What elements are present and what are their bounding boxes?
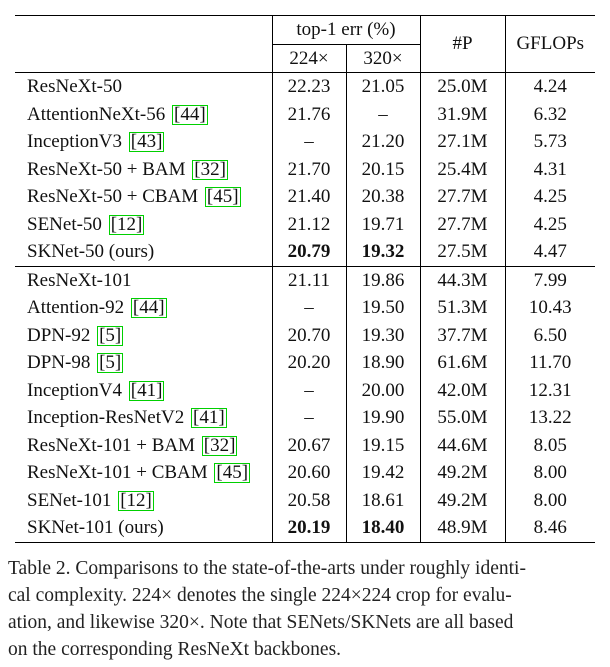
model-name: ResNeXt-50: [27, 76, 122, 97]
table-caption: [8, 555, 602, 663]
header-224: 224×: [272, 44, 346, 73]
params-cell: 55.0M: [420, 404, 505, 432]
gflops-cell: 4.25: [533, 213, 567, 235]
table-row: [15, 459, 595, 487]
model-name: Attention-92: [27, 297, 125, 318]
table-row: [15, 377, 595, 405]
table-row: [15, 404, 595, 432]
gflops-cell: 11.70: [529, 352, 572, 373]
err-224-cell: –: [272, 294, 346, 322]
gflops-cell: 10.43: [528, 297, 572, 318]
model-name-cell: [15, 322, 272, 350]
citation-number: 32: [210, 434, 230, 456]
model-name: InceptionV3: [27, 131, 122, 152]
err-224-cell: 21.40: [272, 183, 346, 211]
err-320-cell: 19.71: [346, 211, 420, 239]
err-224-cell: –: [272, 377, 346, 405]
params-cell: 61.6M: [420, 349, 505, 377]
model-name-cell: [15, 294, 272, 322]
header-model-cell: [15, 16, 272, 73]
params-cell: 49.2M: [420, 459, 505, 487]
err-320-cell: 18.40: [346, 514, 420, 542]
model-name-cell: [15, 156, 272, 184]
header-top1-err: top-1 err (%): [272, 16, 420, 45]
model-name: Inception-ResNetV2: [27, 407, 185, 428]
model-name: SKNet-50 (ours): [27, 241, 155, 262]
model-name: ResNeXt-101: [27, 269, 132, 291]
params-cell: 27.7M: [420, 183, 505, 211]
citation-number: 45: [222, 462, 242, 483]
err-224-cell: 21.11: [272, 266, 346, 294]
params-cell: 27.7M: [420, 211, 505, 239]
err-224-cell: 20.58: [272, 487, 346, 515]
citation-link[interactable]: [32]: [194, 158, 226, 180]
err-320-cell: 19.15: [346, 432, 420, 460]
err-224-cell: 20.19: [272, 514, 346, 542]
citation-link[interactable]: [41]: [192, 407, 225, 428]
table-row: [15, 183, 595, 211]
header-gflops: GFLOPs: [505, 16, 595, 73]
comparison-table: [15, 15, 595, 543]
model-name-cell: [15, 349, 272, 377]
citation-number: 32: [200, 158, 220, 180]
gflops-cell: 6.32: [533, 103, 567, 125]
table-row: [15, 73, 595, 101]
citation-number: 44: [139, 297, 159, 318]
err-224-cell: 21.70: [272, 156, 346, 184]
params-cell: 37.7M: [420, 322, 505, 350]
model-name-cell: [15, 377, 272, 405]
model-name-cell: [15, 238, 272, 266]
err-320-cell: 20.00: [346, 377, 420, 405]
params-cell: 48.9M: [420, 514, 505, 542]
citation-number: 45: [213, 186, 233, 207]
model-name: ResNeXt-50 + CBAM: [27, 186, 199, 207]
table-row: [15, 156, 595, 184]
params-cell: 42.0M: [420, 377, 505, 405]
err-224-cell: 21.12: [272, 211, 346, 239]
err-320-cell: 19.32: [346, 238, 420, 266]
gflops-cell: 12.31: [528, 379, 572, 401]
gflops-cell: 8.05: [533, 434, 567, 456]
citation-link[interactable]: [12]: [120, 489, 152, 511]
model-name-cell: [15, 404, 272, 432]
citation-link[interactable]: [44]: [174, 103, 206, 125]
citation-number: 12: [126, 489, 146, 511]
model-name-cell: [15, 432, 272, 460]
model-name-cell: [15, 183, 272, 211]
model-name-cell: [15, 487, 272, 515]
params-cell: 44.3M: [420, 266, 505, 294]
table-row: [15, 294, 595, 322]
err-320-cell: 19.50: [346, 294, 420, 322]
citation-link[interactable]: [5]: [99, 324, 122, 346]
table-row: [15, 266, 595, 294]
err-320-cell: 19.86: [346, 266, 420, 294]
citation-link[interactable]: [12]: [110, 213, 143, 235]
caption-line: Table 2. Comparisons to the state-of-the-arts under roughly identi-: [8, 558, 526, 579]
gflops-cell: 4.24: [505, 73, 595, 101]
gflops-cell: 4.31: [533, 158, 567, 180]
table-row: [15, 349, 595, 377]
model-name: AttentionNeXt-56: [27, 103, 166, 125]
err-224-cell: –: [272, 404, 346, 432]
gflops-cell: 4.25: [533, 186, 567, 207]
caption-line: on the corresponding ResNeXt backbones.: [8, 639, 342, 660]
gflops-cell: 8.46: [505, 514, 595, 542]
err-320-cell: 20.15: [346, 156, 420, 184]
gflops-cell: 7.99: [505, 266, 595, 294]
err-320-cell: 21.05: [346, 73, 420, 101]
gflops-cell: 8.00: [533, 462, 567, 483]
err-320-cell: 19.42: [346, 459, 420, 487]
params-cell: 27.1M: [420, 128, 505, 156]
citation-number: 41: [199, 407, 219, 428]
caption-line: cal complexity. 224× denotes the single 224×224 crop for evalu-: [8, 585, 512, 606]
citation-link[interactable]: [5]: [99, 352, 122, 373]
params-cell: 27.5M: [420, 238, 505, 266]
citation-number: 41: [137, 379, 157, 401]
citation-number: 5: [105, 324, 115, 346]
err-224-cell: –: [272, 128, 346, 156]
err-320-cell: –: [346, 101, 420, 129]
err-320-cell: 19.90: [346, 404, 420, 432]
model-name: DPN-92: [27, 324, 91, 346]
caption-line: ation, and likewise 320×. Note that SENets/SKNets are all based: [8, 612, 514, 633]
header-320: 320×: [346, 44, 420, 73]
model-name-cell: [15, 101, 272, 129]
table-row: [15, 322, 595, 350]
header-params: #P: [420, 16, 505, 73]
citation-number: 5: [105, 352, 115, 373]
err-224-cell: 20.20: [272, 349, 346, 377]
model-name-cell: [15, 459, 272, 487]
citation-number: 44: [180, 103, 200, 125]
table-header: [15, 16, 595, 73]
table-row: [15, 211, 595, 239]
model-name: SENet-101: [27, 489, 112, 511]
citation-link[interactable]: [41]: [130, 379, 163, 401]
err-320-cell: 18.61: [346, 487, 420, 515]
table-row: [15, 487, 595, 515]
citation-link[interactable]: [45]: [216, 462, 249, 483]
err-320-cell: 19.30: [346, 322, 420, 350]
err-224-cell: 20.67: [272, 432, 346, 460]
model-name: ResNeXt-50 + BAM: [27, 158, 186, 180]
params-cell: 49.2M: [420, 487, 505, 515]
citation-link[interactable]: [32]: [203, 434, 236, 456]
params-cell: 51.3M: [420, 294, 505, 322]
table-body: [15, 73, 595, 543]
model-name-cell: [15, 211, 272, 239]
params-cell: 44.6M: [420, 432, 505, 460]
gflops-cell: 5.73: [533, 131, 567, 152]
model-name-cell: [15, 266, 272, 294]
err-320-cell: 21.20: [346, 128, 420, 156]
citation-link[interactable]: [43]: [130, 131, 163, 152]
table-row: [15, 514, 595, 542]
table-row: [15, 238, 595, 266]
err-224-cell: 21.76: [272, 101, 346, 129]
model-name: ResNeXt-101 + CBAM: [27, 462, 208, 483]
gflops-cell: 6.50: [533, 324, 567, 346]
model-name: SKNet-101 (ours): [27, 517, 164, 538]
params-cell: 25.4M: [420, 156, 505, 184]
err-320-cell: 20.38: [346, 183, 420, 211]
model-name-cell: [15, 73, 272, 101]
table-row: [15, 101, 595, 129]
err-320-cell: 18.90: [346, 349, 420, 377]
model-name: SENet-50: [27, 213, 102, 235]
table-row: [15, 432, 595, 460]
params-cell: 31.9M: [420, 101, 505, 129]
citation-link[interactable]: [45]: [206, 186, 239, 207]
model-name: ResNeXt-101 + BAM: [27, 434, 195, 456]
citation-link[interactable]: [44]: [132, 297, 165, 318]
err-224-cell: 20.60: [272, 459, 346, 487]
gflops-cell: 13.22: [528, 407, 572, 428]
model-name: DPN-98: [27, 352, 91, 373]
gflops-cell: 4.47: [533, 241, 567, 262]
model-name-cell: [15, 128, 272, 156]
citation-number: 12: [117, 213, 137, 235]
citation-number: 43: [137, 131, 157, 152]
model-name-cell: [15, 514, 272, 542]
model-name: InceptionV4: [27, 379, 122, 401]
err-224-cell: 20.79: [272, 238, 346, 266]
table-row: [15, 128, 595, 156]
results-table-container: [15, 15, 595, 543]
err-224-cell: 22.23: [272, 73, 346, 101]
params-cell: 25.0M: [420, 73, 505, 101]
err-224-cell: 20.70: [272, 322, 346, 350]
gflops-cell: 8.00: [533, 489, 567, 511]
